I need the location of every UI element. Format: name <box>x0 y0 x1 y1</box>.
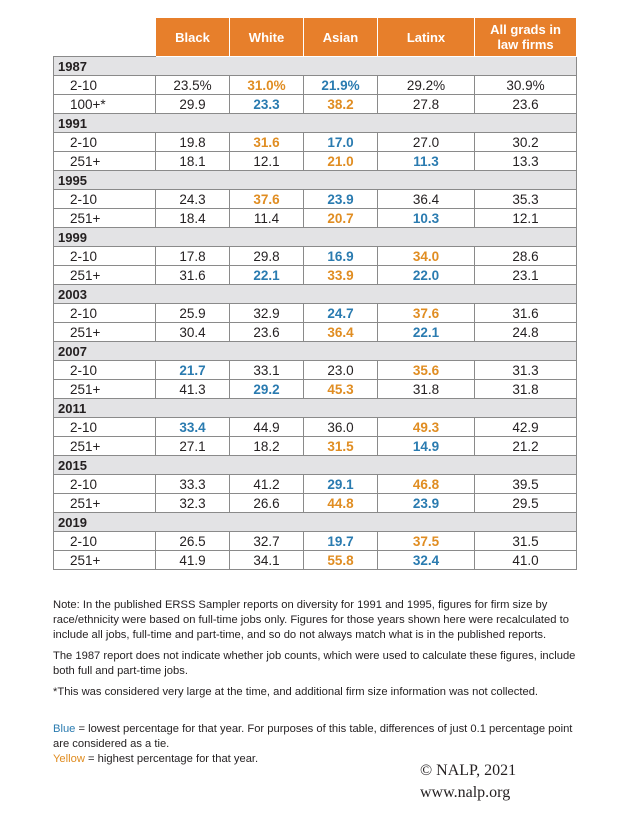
value-cell: 36.4 <box>304 323 378 342</box>
year-row <box>54 171 577 190</box>
value-cell: 42.9 <box>475 418 577 437</box>
value-cell: 22.1 <box>230 266 304 285</box>
value-cell: 29.9 <box>156 95 230 114</box>
table-row <box>54 95 577 114</box>
value-cell: 24.7 <box>304 304 378 323</box>
value-cell: 27.8 <box>378 95 475 114</box>
value-cell: 27.1 <box>156 437 230 456</box>
value-cell: 19.8 <box>156 133 230 152</box>
value-cell: 20.7 <box>304 209 378 228</box>
firm-size-cell: 251+ <box>54 266 156 285</box>
value-cell: 31.6 <box>475 304 577 323</box>
legend-blue-word: Blue <box>53 723 76 735</box>
table-row <box>54 190 577 209</box>
firm-size-cell: 2-10 <box>54 475 156 494</box>
value-cell: 36.0 <box>304 418 378 437</box>
value-cell: 14.9 <box>378 437 475 456</box>
firm-size-cell: 251+ <box>54 380 156 399</box>
note-asterisk: *This was considered very large at the time, and additional firm size information was not collected. <box>53 686 539 698</box>
year-label: 2015 <box>54 456 577 475</box>
year-label: 1991 <box>54 114 577 133</box>
table-row <box>54 76 577 95</box>
value-cell: 16.9 <box>304 247 378 266</box>
value-cell: 29.1 <box>304 475 378 494</box>
firm-size-cell: 251+ <box>54 152 156 171</box>
header-all-grads: All grads in law firms <box>475 18 577 57</box>
value-cell: 31.0% <box>230 76 304 95</box>
table-row <box>54 266 577 285</box>
firm-size-cell: 2-10 <box>54 532 156 551</box>
value-cell: 29.8 <box>230 247 304 266</box>
table-row <box>54 475 577 494</box>
value-cell: 49.3 <box>378 418 475 437</box>
table-row <box>54 437 577 456</box>
value-cell: 11.4 <box>230 209 304 228</box>
value-cell: 35.3 <box>475 190 577 209</box>
value-cell: 24.3 <box>156 190 230 209</box>
year-row <box>54 513 577 532</box>
value-cell: 28.6 <box>475 247 577 266</box>
header-corner <box>54 18 156 57</box>
firm-size-diversity-table <box>53 17 577 570</box>
value-cell: 30.4 <box>156 323 230 342</box>
website-text: www.nalp.org <box>420 784 511 801</box>
value-cell: 26.6 <box>230 494 304 513</box>
value-cell: 10.3 <box>378 209 475 228</box>
header-row <box>54 18 577 57</box>
value-cell: 24.8 <box>475 323 577 342</box>
value-cell: 17.8 <box>156 247 230 266</box>
table-row <box>54 323 577 342</box>
value-cell: 41.3 <box>156 380 230 399</box>
value-cell: 23.9 <box>378 494 475 513</box>
legend-blue <box>53 722 583 752</box>
firm-size-cell: 2-10 <box>54 418 156 437</box>
value-cell: 11.3 <box>378 152 475 171</box>
value-cell: 12.1 <box>475 209 577 228</box>
value-cell: 29.2% <box>378 76 475 95</box>
value-cell: 23.6 <box>475 95 577 114</box>
value-cell: 44.9 <box>230 418 304 437</box>
year-label: 2003 <box>54 285 577 304</box>
table-row <box>54 209 577 228</box>
value-cell: 35.6 <box>378 361 475 380</box>
firm-size-cell: 2-10 <box>54 247 156 266</box>
value-cell: 31.6 <box>156 266 230 285</box>
firm-size-cell: 251+ <box>54 551 156 570</box>
value-cell: 33.3 <box>156 475 230 494</box>
value-cell: 33.9 <box>304 266 378 285</box>
value-cell: 29.2 <box>230 380 304 399</box>
value-cell: 31.3 <box>475 361 577 380</box>
table-row <box>54 380 577 399</box>
value-cell: 41.0 <box>475 551 577 570</box>
value-cell: 46.8 <box>378 475 475 494</box>
value-cell: 37.5 <box>378 532 475 551</box>
value-cell: 21.2 <box>475 437 577 456</box>
value-cell: 31.8 <box>475 380 577 399</box>
value-cell: 32.3 <box>156 494 230 513</box>
notes-section <box>53 598 583 706</box>
value-cell: 41.9 <box>156 551 230 570</box>
note-erss: Note: In the published ERSS Sampler reports on diversity for 1991 and 1995, figures for firm size by race/ethnicity were based on full-time jobs only. Figures for those years shown here were recalculated to include all jobs, full-time and part-time, and so do not always match what is in the published reports. <box>53 599 569 641</box>
value-cell: 45.3 <box>304 380 378 399</box>
note-1987: The 1987 report does not indicate whether job counts, which were used to calculate these figures, include both full and part-time jobs. <box>53 650 576 677</box>
year-label: 2011 <box>54 399 577 418</box>
year-label: 1987 <box>54 57 577 76</box>
year-row <box>54 399 577 418</box>
legend-yellow-text: = highest percentage for that year. <box>84 753 259 765</box>
year-row <box>54 456 577 475</box>
value-cell: 33.1 <box>230 361 304 380</box>
firm-size-cell: 251+ <box>54 437 156 456</box>
value-cell: 23.0 <box>304 361 378 380</box>
value-cell: 22.1 <box>378 323 475 342</box>
value-cell: 31.5 <box>475 532 577 551</box>
table-row <box>54 551 577 570</box>
value-cell: 18.2 <box>230 437 304 456</box>
firm-size-cell: 2-10 <box>54 361 156 380</box>
firm-size-cell: 251+ <box>54 494 156 513</box>
value-cell: 21.7 <box>156 361 230 380</box>
value-cell: 31.8 <box>378 380 475 399</box>
value-cell: 32.9 <box>230 304 304 323</box>
table-row <box>54 133 577 152</box>
value-cell: 25.9 <box>156 304 230 323</box>
firm-size-cell: 251+ <box>54 209 156 228</box>
value-cell: 31.5 <box>304 437 378 456</box>
year-label: 2007 <box>54 342 577 361</box>
value-cell: 31.6 <box>230 133 304 152</box>
header-asian: Asian <box>304 18 378 57</box>
value-cell: 30.2 <box>475 133 577 152</box>
value-cell: 13.3 <box>475 152 577 171</box>
year-row <box>54 228 577 247</box>
value-cell: 37.6 <box>378 304 475 323</box>
value-cell: 34.0 <box>378 247 475 266</box>
table-row <box>54 152 577 171</box>
year-row <box>54 57 577 76</box>
value-cell: 29.5 <box>475 494 577 513</box>
value-cell: 18.4 <box>156 209 230 228</box>
value-cell: 12.1 <box>230 152 304 171</box>
year-row <box>54 285 577 304</box>
value-cell: 22.0 <box>378 266 475 285</box>
value-cell: 23.9 <box>304 190 378 209</box>
year-label: 1995 <box>54 171 577 190</box>
firm-size-cell: 100+* <box>54 95 156 114</box>
value-cell: 37.6 <box>230 190 304 209</box>
value-cell: 32.4 <box>378 551 475 570</box>
value-cell: 44.8 <box>304 494 378 513</box>
credit-block <box>420 760 516 804</box>
header-black: Black <box>156 18 230 57</box>
table-row <box>54 494 577 513</box>
table-body <box>54 57 577 570</box>
value-cell: 23.6 <box>230 323 304 342</box>
year-label: 1999 <box>54 228 577 247</box>
value-cell: 26.5 <box>156 532 230 551</box>
table-row <box>54 418 577 437</box>
value-cell: 23.5% <box>156 76 230 95</box>
firm-size-cell: 2-10 <box>54 190 156 209</box>
value-cell: 41.2 <box>230 475 304 494</box>
firm-size-cell: 2-10 <box>54 133 156 152</box>
value-cell: 19.7 <box>304 532 378 551</box>
copyright-text: © NALP, 2021 <box>420 762 517 779</box>
firm-size-cell: 2-10 <box>54 304 156 323</box>
year-row <box>54 114 577 133</box>
firm-size-cell: 251+ <box>54 323 156 342</box>
value-cell: 27.0 <box>378 133 475 152</box>
legend-blue-text: = lowest percentage for that year. For purposes of this table, differences of just 0.1 percentage point are considered as a tie. <box>53 723 573 750</box>
table-row <box>54 247 577 266</box>
legend-yellow-word: Yellow <box>53 753 85 765</box>
value-cell: 33.4 <box>156 418 230 437</box>
year-label: 2019 <box>54 513 577 532</box>
header-white: White <box>230 18 304 57</box>
value-cell: 55.8 <box>304 551 378 570</box>
table-row <box>54 532 577 551</box>
value-cell: 34.1 <box>230 551 304 570</box>
value-cell: 21.9% <box>304 76 378 95</box>
value-cell: 17.0 <box>304 133 378 152</box>
value-cell: 21.0 <box>304 152 378 171</box>
value-cell: 32.7 <box>230 532 304 551</box>
value-cell: 18.1 <box>156 152 230 171</box>
year-row <box>54 342 577 361</box>
firm-size-cell: 2-10 <box>54 76 156 95</box>
value-cell: 23.1 <box>475 266 577 285</box>
value-cell: 36.4 <box>378 190 475 209</box>
value-cell: 39.5 <box>475 475 577 494</box>
table-row <box>54 361 577 380</box>
value-cell: 30.9% <box>475 76 577 95</box>
value-cell: 23.3 <box>230 95 304 114</box>
header-latinx: Latinx <box>378 18 475 57</box>
table-row <box>54 304 577 323</box>
value-cell: 38.2 <box>304 95 378 114</box>
